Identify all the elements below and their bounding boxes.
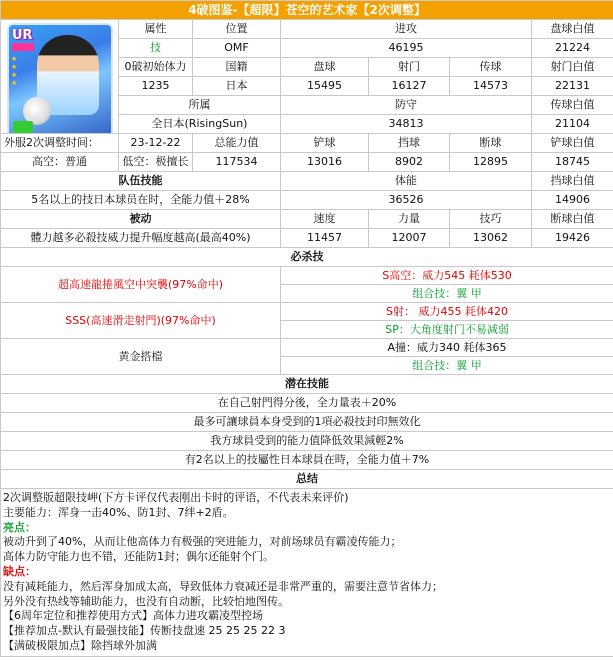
technique-label: 技巧 xyxy=(450,210,532,229)
stamina-label: 体能 xyxy=(281,172,532,191)
summary-highlight-label: 亮点： xyxy=(3,520,36,534)
tackle-value: 13016 xyxy=(281,153,369,172)
intercept-value: 12895 xyxy=(450,153,532,172)
card-tag xyxy=(12,43,34,51)
shoot-white-value: 22131 xyxy=(532,77,613,96)
team-skill-value: 5名以上的技日本球员在时，全能力值＋28% xyxy=(1,191,281,210)
summary-line: 被动升到了40%，从而让他高体力有极强的突进能力，对前场球员有霸凌传能力； xyxy=(3,535,402,549)
passive-label: 被动 xyxy=(1,210,281,229)
summary-line: 没有减耗能力，然后浑身加成太高，导致低体力衰减还是非常严重的，需要注意节省体力； xyxy=(3,579,443,593)
team-label: 所属 xyxy=(119,96,281,115)
team-value: 全日本(RisingSun) xyxy=(119,115,281,134)
latent-item: 在自己射門得分後，全力量表＋20% xyxy=(1,394,613,413)
latent-item: 有2名以上的技屬性日本球員在時，全能力值＋7% xyxy=(1,451,613,470)
total-value: 117534 xyxy=(193,153,281,172)
power-label: 力量 xyxy=(369,210,450,229)
pass-white-label: 传球白值 xyxy=(532,96,613,115)
summary-line: 【满破极限加点】除挡球外加满 xyxy=(3,638,157,652)
special-header: 必杀技 xyxy=(1,248,613,267)
stamina-value: 36526 xyxy=(281,191,532,210)
passive-value: 體力越多必殺技威力提升幅度越高(最高40%) xyxy=(1,229,281,248)
special-skill-2-name: SSS(高速滑走射門)(97%命中) xyxy=(1,303,281,339)
shoot-white-label: 射门白值 xyxy=(532,58,613,77)
special-skill-1-name: 超高速龍捲風空中突襲(97%命中) xyxy=(1,267,281,303)
block-white-label: 挡球白值 xyxy=(532,172,613,191)
special-skill-2-stats: S射： 威力455 耗体420 xyxy=(281,303,613,321)
summary-line: 2次调整版超限技岬(下方卡评仅代表刚出卡时的评语，不代表未来评价) xyxy=(3,491,349,504)
block-white-value: 14906 xyxy=(532,191,613,210)
attribute-badge xyxy=(13,121,33,133)
pass-label: 传球 xyxy=(450,58,532,77)
special-skill-3-name: 黄金搭檔 xyxy=(1,339,281,375)
defense-label: 防守 xyxy=(281,96,532,115)
card-art xyxy=(7,23,113,134)
summary-line: 另外没有热线等辅助能力，也没有自动断，比较怕地图传。 xyxy=(3,594,289,608)
update-value: 23-12-22 xyxy=(119,134,193,153)
summary-header: 总结 xyxy=(1,470,613,489)
pos-label: 位置 xyxy=(193,20,281,39)
special-skill-3-stats: A撞：威力340 耗体365 xyxy=(281,339,613,357)
latent-header: 潜在技能 xyxy=(1,375,613,394)
latent-item: 我方球員受到的能力值降低效果減輕2% xyxy=(1,432,613,451)
tackle-white-label: 铲球白值 xyxy=(532,134,613,153)
block-value: 8902 xyxy=(369,153,450,172)
stamina0-value: 1235 xyxy=(119,77,193,96)
attack-label: 进攻 xyxy=(281,20,532,39)
tackle-label: 铲球 xyxy=(281,134,369,153)
summary-line: 【推荐加点-默认有最强技能】传断技盘速 25 25 25 22 3 xyxy=(3,624,286,638)
pos-value: OMF xyxy=(193,39,281,58)
nation-value: 日本 xyxy=(193,77,281,96)
pass-value: 14573 xyxy=(450,77,532,96)
nation-label: 国籍 xyxy=(193,58,281,77)
special-skill-2-sp: SP：大角度射门不易减弱 xyxy=(281,321,613,339)
technique-value: 13062 xyxy=(450,229,532,248)
high-ball: 高空：普通 xyxy=(1,153,119,172)
summary-line: 高体力防守能力也不错，还能防1封；偶尔还能射个门。 xyxy=(3,550,274,564)
block-label: 挡球 xyxy=(369,134,450,153)
shoot-value: 16127 xyxy=(369,77,450,96)
intercept-label: 断球 xyxy=(450,134,532,153)
summary-weakness-label: 缺点： xyxy=(3,564,36,578)
shoot-label: 射门 xyxy=(369,58,450,77)
summary-body xyxy=(1,489,613,657)
attr-value: 技 xyxy=(119,39,193,58)
special-skill-3-combo: 组合技：翼 甲 xyxy=(281,357,613,375)
speed-value: 11457 xyxy=(281,229,369,248)
update-label: 外服2次调整时间： xyxy=(1,134,119,153)
special-skill-1-stats: S高空：威力545 耗体530 xyxy=(281,267,613,285)
attr-label: 属性 xyxy=(119,20,193,39)
dribble-white-label: 盘球白值 xyxy=(532,20,613,39)
pass-white-value: 21104 xyxy=(532,115,613,134)
card-image xyxy=(1,20,119,134)
page-title: 4破图鉴-【超限】苍空的艺术家【2次调整】 xyxy=(1,1,613,20)
dribble-value: 15495 xyxy=(281,77,369,96)
special-skill-1-combo: 组合技：翼 甲 xyxy=(281,285,613,303)
stars-icon: ★ ★ ★ ★ xyxy=(11,55,18,87)
speed-label: 速度 xyxy=(281,210,369,229)
latent-item: 最多可讓球員本身受到的1項必殺技封印無效化 xyxy=(1,413,613,432)
summary-line: 【6周年定位和推荐使用方式】高体力进攻霸凌型控场 xyxy=(3,609,263,623)
rarity-badge: UR xyxy=(12,28,33,43)
defense-value: 34813 xyxy=(281,115,532,134)
total-label: 总能力值 xyxy=(193,134,281,153)
tackle-white-value: 18745 xyxy=(532,153,613,172)
low-ball: 低空：极擅长 xyxy=(119,153,193,172)
dribble-label: 盘球 xyxy=(281,58,369,77)
attack-value: 46195 xyxy=(281,39,532,58)
stamina0-label: 0破初始体力 xyxy=(119,58,193,77)
summary-line: 主要能力：浑身一击40%、防1封、7绊+2盾。 xyxy=(3,505,234,519)
intercept-white-value: 19426 xyxy=(532,229,613,248)
dribble-white-value: 21224 xyxy=(532,39,613,58)
power-value: 12007 xyxy=(369,229,450,248)
intercept-white-label: 断球白值 xyxy=(532,210,613,229)
team-skill-label: 队伍技能 xyxy=(1,172,281,191)
